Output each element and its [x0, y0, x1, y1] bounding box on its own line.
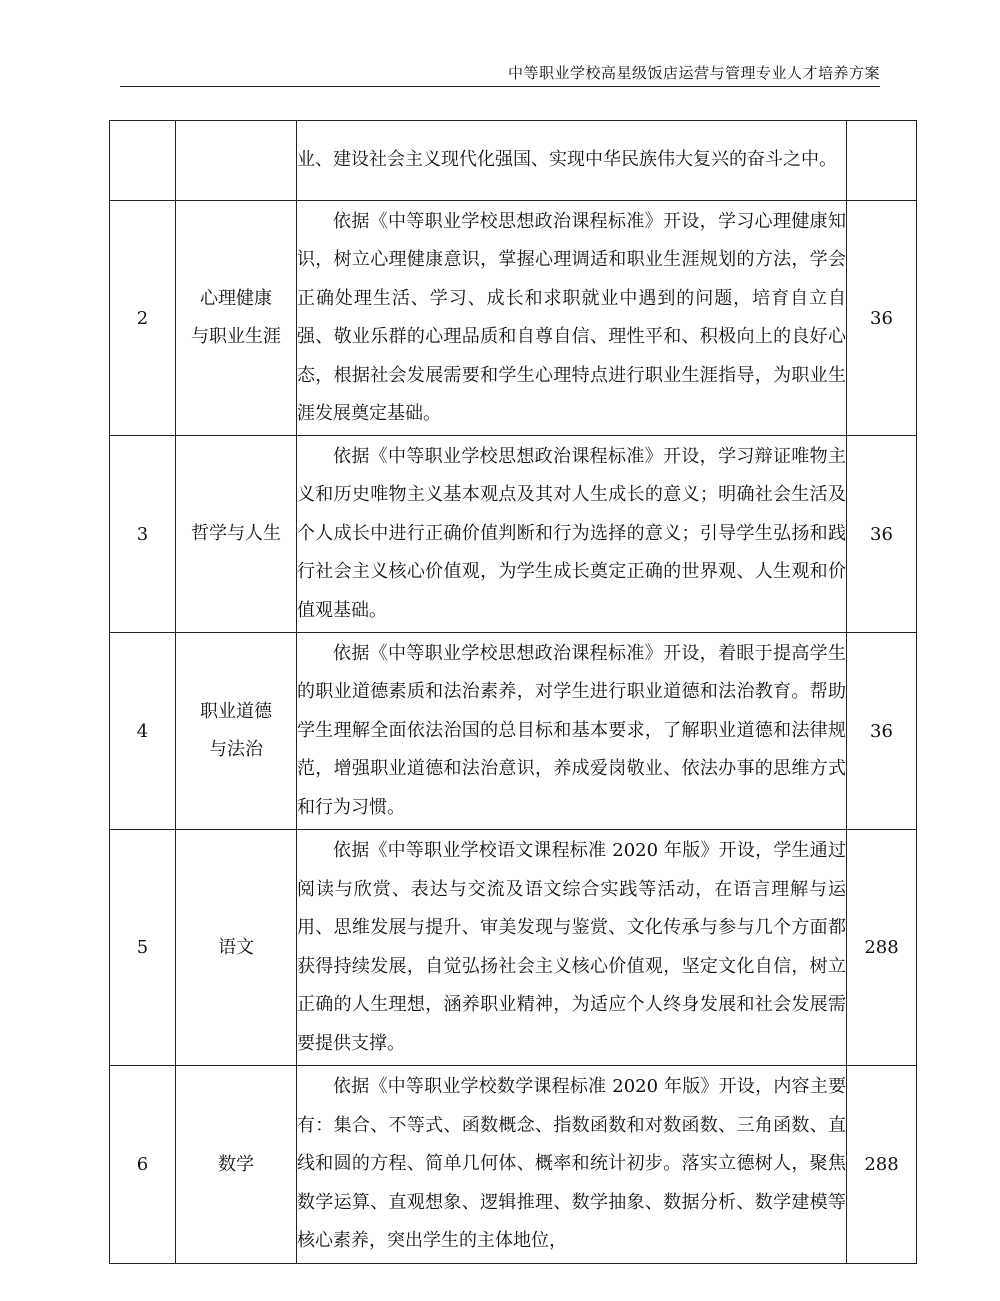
- course-name-line: 语文: [218, 936, 254, 958]
- row-number: 6: [110, 1066, 176, 1264]
- course-name: [176, 436, 297, 633]
- course-name: [176, 633, 297, 830]
- row-number: [110, 121, 176, 201]
- course-description: [297, 1066, 847, 1264]
- course-description-text: 依据《中等职业学校思想政治课程标准》开设，着眼于提高学生的职业道德素质和法治素养，对学生进行职业道德和法治教育。帮助学生理解全面依法治国的总目标和基本要求，了解职业道德和法律规范，增强职业道德和法治意识，养成爱岗敬业、依法办事的思维方式和行为习惯。: [297, 642, 846, 818]
- header-rule: [120, 86, 880, 87]
- table-row: [110, 436, 917, 633]
- course-name: [176, 1066, 297, 1264]
- course-description-text: 业、建设社会主义现代化强国、实现中华民族伟大复兴的奋斗之中。: [297, 149, 837, 171]
- course-description: [297, 830, 847, 1066]
- course-description: [297, 121, 847, 201]
- course-description-text: 依据《中等职业学校数学课程标准 2020 年版》开设，内容主要有：集合、不等式、函数概念、指数函数和对数函数、三角函数、直线和圆的方程、简单几何体、概率和统计初步。落实立德树人，聚焦数学运算、直观想象、逻辑推理、数学抽象、数据分析、数学建模等核心素养，突出学生的主体地位，: [297, 1076, 846, 1252]
- course-hours: 288: [847, 1066, 917, 1264]
- table-row: [110, 201, 917, 436]
- course-name-line: 与法治: [209, 739, 263, 760]
- course-hours: 36: [847, 436, 917, 633]
- page-header-title: 中等职业学校高星级饭店运营与管理专业人才培养方案: [507, 64, 880, 82]
- course-name: [176, 201, 297, 436]
- course-description-text: 依据《中等职业学校语文课程标准 2020 年版》开设，学生通过阅读与欣赏、表达与交流及语文综合实践等活动，在语言理解与运用、思维发展与提升、审美发现与鉴赏、文化传承与参与几个方面都获得持续发展，自觉弘扬社会主义核心价值观，坚定文化自信，树立正确的人生理想，涵养职业精神，为适应个人终身发展和社会发展需要提供支撑。: [297, 840, 846, 1054]
- course-name: [176, 830, 297, 1066]
- course-name-line: 心理健康: [200, 288, 272, 309]
- table-row: [110, 633, 917, 830]
- table-row: [110, 830, 917, 1066]
- row-number: 2: [110, 201, 176, 436]
- table-row: [110, 1066, 917, 1264]
- row-number: 3: [110, 436, 176, 633]
- course-name-line: 职业道德: [200, 701, 272, 722]
- course-hours: [847, 121, 917, 201]
- course-hours: 36: [847, 633, 917, 830]
- course-description-text: 依据《中等职业学校思想政治课程标准》开设，学习心理健康知识，树立心理健康意识，掌握心理调适和职业生涯规划的方法，学会正确处理生活、学习、成长和求职就业中遇到的问题，培育自立自强、敬业乐群的心理品质和自尊自信、理性平和、积极向上的良好心态，根据社会发展需要和学生心理特点进行职业生涯指导，为职业生涯发展奠定基础。: [297, 210, 846, 424]
- course-name-line: 与职业生涯: [191, 326, 281, 347]
- course-description: [297, 633, 847, 830]
- course-hours: 36: [847, 201, 917, 436]
- course-name-line: 数学: [218, 1153, 254, 1175]
- course-description: [297, 201, 847, 436]
- course-description: [297, 436, 847, 633]
- table-row: [110, 121, 917, 201]
- course-hours: 288: [847, 830, 917, 1066]
- course-description-text: 依据《中等职业学校思想政治课程标准》开设，学习辩证唯物主义和历史唯物主义基本观点及其对人生成长的意义；明确社会生活及个人成长中进行正确价值判断和行为选择的意义；引导学生弘扬和践行社会主义核心价值观，为学生成长奠定正确的世界观、人生观和价值观基础。: [297, 445, 846, 621]
- course-name: [176, 121, 297, 201]
- course-name-line: 哲学与人生: [191, 523, 281, 544]
- row-number: 4: [110, 633, 176, 830]
- row-number: 5: [110, 830, 176, 1066]
- course-table: [109, 120, 917, 1264]
